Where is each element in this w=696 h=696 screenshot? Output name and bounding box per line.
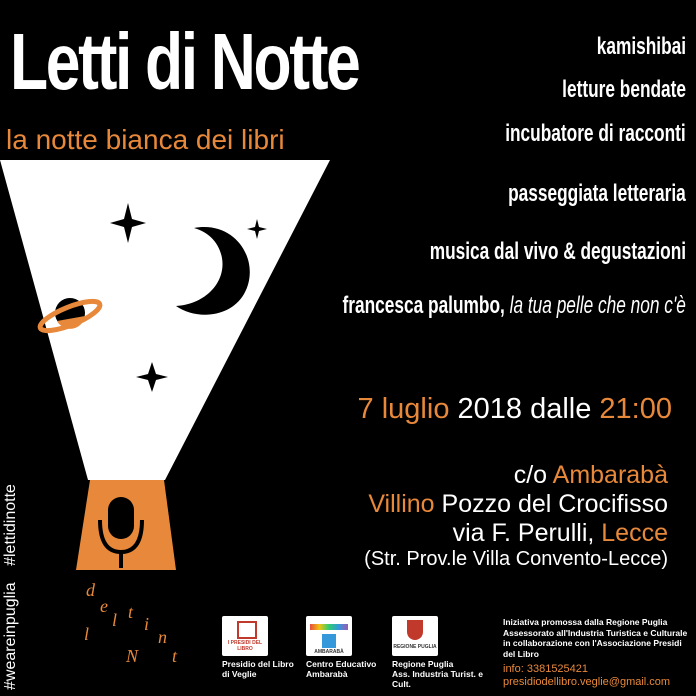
logo-caption: Centro Educativo	[306, 659, 377, 669]
venue-note: (Str. Prov.le Villa Convento-Lecce)	[364, 548, 668, 570]
author-line	[343, 292, 686, 320]
mic-letter: t	[172, 646, 178, 666]
mic-letter: N	[126, 646, 139, 666]
venue-place: Ambarabà	[552, 461, 668, 489]
credits	[503, 617, 693, 659]
venue-line-1	[514, 461, 668, 490]
light-beam	[0, 160, 330, 480]
mic-letter: d	[86, 580, 95, 600]
contact-phone: info: 3381525421	[503, 663, 589, 675]
mic-letter: t	[128, 602, 134, 622]
date-day: 7 luglio	[357, 393, 450, 425]
mic-letter: l	[112, 610, 118, 630]
activity-item: passeggiata letteraria	[508, 180, 686, 207]
event-date	[358, 393, 672, 426]
hashtag: #weareinpuglia	[2, 582, 19, 690]
venue-co: c/o	[513, 461, 548, 489]
logo-caption: Presidio del Libro	[222, 659, 294, 669]
poster-subtitle: la notte bianca dei libri	[6, 124, 285, 155]
credit-line: Iniziativa promossa dalla Regione Puglia	[503, 617, 668, 627]
credit-line: in collaborazione con l'Associazione Presidi del Libro	[503, 638, 682, 659]
mic-letter: l	[84, 624, 90, 644]
presidio-logo-icon: I PRESIDI DEL LIBRO	[222, 616, 268, 656]
logo-caption: Regione Puglia	[392, 659, 454, 669]
hashtags	[2, 472, 20, 690]
credit-line: Assessorato all'Industria Turistica e Culturale	[503, 627, 688, 638]
logo-ambaraba	[306, 616, 386, 679]
venue-line-2	[368, 490, 668, 519]
venue-building: Pozzo del Crocifisso	[441, 490, 668, 518]
logo-regione	[392, 616, 502, 689]
activity-item: kamishibai	[596, 33, 686, 60]
mic-letter: n	[158, 627, 167, 647]
activity-item: letture bendate	[562, 76, 686, 103]
logo-caption: Ambarabà	[306, 669, 348, 679]
activity-item: incubatore di racconti	[505, 120, 686, 147]
venue-villino: Villino	[368, 490, 435, 518]
activity-item: musica dal vivo & degustazioni	[429, 238, 686, 265]
book-title: la tua pelle che non c'è	[509, 292, 686, 319]
ambaraba-logo-icon: AMBARABÀ	[306, 616, 352, 656]
date-middle: 2018 dalle	[457, 393, 592, 425]
date-time: 21:00	[599, 393, 672, 425]
author-name: francesca palumbo,	[342, 292, 505, 319]
mic-letter: i	[144, 614, 150, 634]
contacts	[503, 663, 670, 689]
venue-city: Lecce	[601, 519, 668, 547]
regione-logo-icon: REGIONE PUGLIA	[392, 616, 438, 656]
logo-presidio	[222, 616, 302, 679]
venue-street: via F. Perulli,	[452, 519, 595, 547]
hashtag: #lettidinotte	[2, 484, 19, 566]
logo-caption: Ass. Industria Turist. e Cult.	[392, 669, 484, 689]
logo-caption: di Veglie	[222, 669, 257, 679]
poster-title: Letti di Notte	[10, 17, 359, 106]
venue-line-3	[453, 519, 668, 548]
contact-email: presidiodellibro.veglie@gmail.com	[503, 676, 671, 688]
mic-letter: e	[100, 596, 108, 616]
